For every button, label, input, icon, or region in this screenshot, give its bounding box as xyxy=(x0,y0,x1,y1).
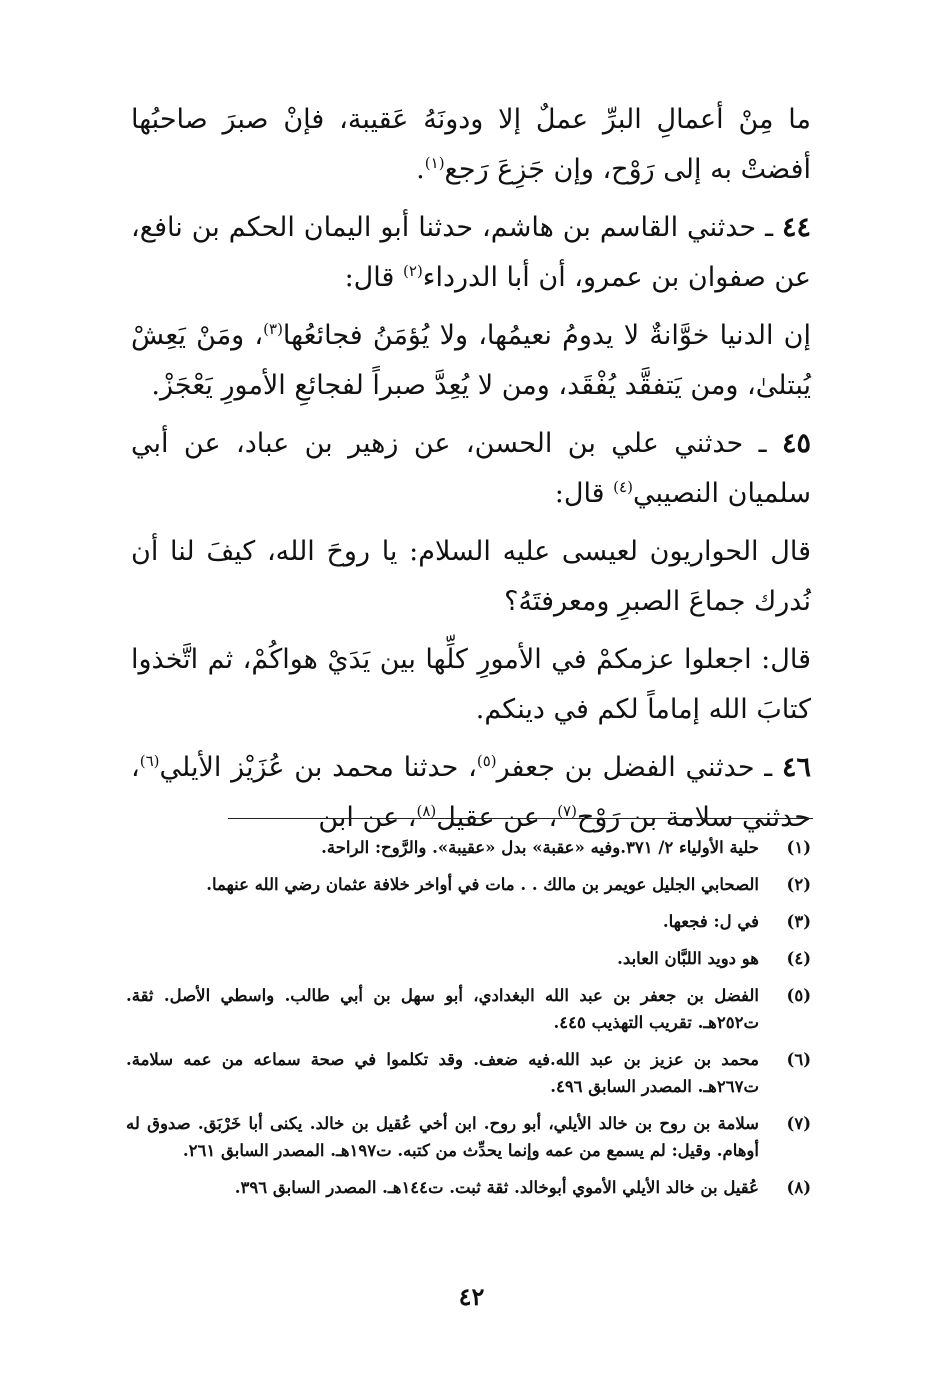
paragraph-tail: قال: xyxy=(554,478,614,509)
paragraph-tail: ، حدثنا محمد بن عُزَيْز الأيلي xyxy=(159,752,477,783)
footnote-ref: (٤) xyxy=(613,478,633,496)
footnote-divider xyxy=(228,818,813,819)
footnote-text: محمد بن عزيز بن عبد الله.فيه ضعف. وقد تكلموا في صحة سماعه من عمه سلامة. ت٢٦٧هـ. المصدر السابق ٤٩٦. xyxy=(126,1050,759,1096)
footnote xyxy=(126,908,811,935)
footnote-marker: (٦) xyxy=(786,1050,811,1069)
footnote xyxy=(126,871,811,898)
footnote xyxy=(126,1174,811,1201)
footnote-marker: (٢) xyxy=(786,875,811,894)
paragraph-text: قال: اجعلوا عزمكمْ في الأمورِ كلِّها بين يَدَيْ هواكُمْ، ثم اتَّخذوا كتابَ الله إماماً لكم في دينكم. xyxy=(131,644,811,725)
footnote-text: الصحابي الجليل عويمر بن مالك . . مات في أواخر خلافة عثمان رضي الله عنهما. xyxy=(206,875,759,894)
footnote-ref: (٨) xyxy=(416,802,437,820)
footnote-text: سلامة بن روح بن خالد الأيلي، أبو روح. ابن أخي عُقيل بن خالد. يكنى أبا خَرْبَق. صدوق له أوهام. وقيل: لم يسمع من عمه وإنما يحدِّث من كتبه. ت١٩٧هـ. المصدر السابق ٢٦١. xyxy=(126,1114,759,1160)
hadith-number: ٤٥ xyxy=(781,428,811,459)
paragraph-tail: ، حدثني سلامة بن رَوْح xyxy=(131,752,811,833)
footnote-text: هو دويد اللبَّان العابد. xyxy=(617,949,759,968)
paragraph-tail: ، ومَنْ يَعِشْ يُبتلىٰ، ومن يَتفقَّد يُفْقَد، ومن لا يُعِدَّ صبراً لفجائعِ الأمورِ يَعْجَزْ. xyxy=(131,320,811,401)
footnotes xyxy=(126,834,811,1211)
paragraph xyxy=(131,203,811,303)
hadith-number: ٤٦ xyxy=(781,752,811,783)
footnote-ref: (٦) xyxy=(139,752,160,770)
paragraph xyxy=(131,527,811,627)
footnote xyxy=(126,834,811,861)
paragraph xyxy=(131,311,811,411)
paragraph-tail: ، عن عقيل xyxy=(436,802,558,833)
paragraph-text: ـ حدثني القاسم بن هاشم، حدثنا أبو اليمان الحكم بن نافع، عن صفوان بن عمرو، أن أبا الدرداء xyxy=(131,212,811,293)
page-number: ٤٢ xyxy=(458,1282,485,1311)
paragraph xyxy=(131,635,811,735)
footnote-ref: (٧) xyxy=(557,802,577,820)
footnote-text: الفضل بن جعفر بن عبد الله البغدادي، أبو سهل بن أبي طالب. واسطي الأصل. ثقة. ت٢٥٢هـ. تقريب التهذيب ٤٤٥. xyxy=(126,986,759,1032)
paragraph-tail: ، عن ابن xyxy=(318,802,417,833)
paragraph xyxy=(131,419,811,519)
paragraph-tail: قال: xyxy=(344,262,404,293)
footnote-marker: (٥) xyxy=(786,986,811,1005)
footnote xyxy=(126,1110,811,1164)
paragraph-tail: . xyxy=(416,154,425,185)
footnote-marker: (١) xyxy=(786,838,811,857)
hadith-number: ٤٤ xyxy=(781,212,811,243)
footnote-marker: (٨) xyxy=(786,1178,811,1197)
paragraph-text: ـ حدثني علي بن الحسن، عن زهير بن عباد، عن أبي سلميان النصيبي xyxy=(131,428,811,509)
footnote xyxy=(126,945,811,972)
paragraph-text: إن الدنيا خوَّانةٌ لا يدومُ نعيمُها، ولا يُؤمَنُ فجائعُها xyxy=(282,320,811,351)
footnote xyxy=(126,982,811,1036)
paragraph xyxy=(131,95,811,195)
footnote-ref: (٥) xyxy=(476,752,497,770)
footnote-text: حلية الأولياء ٢/ ٣٧١.وفيه «عقبة» بدل «عقيبة». والرَّوح: الراحة. xyxy=(321,838,759,857)
paragraph-text: قال الحواريون لعيسى عليه السلام: يا روحَ الله، كيفَ لنا أن نُدرك جماعَ الصبرِ ومعرفتَهُ؟ xyxy=(131,536,811,617)
footnote xyxy=(126,1046,811,1100)
paragraph-text: ـ حدثني الفضل بن جعفر xyxy=(496,752,782,783)
footnote-marker: (٤) xyxy=(786,949,811,968)
footnote-ref: (١) xyxy=(424,154,445,172)
footnote-text: عُقيل بن خالد الأيلي الأموي أبوخالد. ثقة ثبت. ت١٤٤هـ. المصدر السابق ٣٩٦. xyxy=(234,1178,759,1197)
main-text xyxy=(131,95,811,851)
paragraph xyxy=(131,743,811,843)
footnote-ref: (٣) xyxy=(263,320,283,338)
footnote-marker: (٣) xyxy=(786,912,811,931)
footnote-marker: (٧) xyxy=(786,1114,811,1133)
footnote-ref: (٢) xyxy=(403,262,423,280)
paragraph-text: ما مِنْ أعمالِ البرِّ عملٌ إلا ودونَهُ عَقيبة، فإنْ صبرَ صاحبُها أفضتْ به إلى رَوْح، وإن جَزِعَ رَجع xyxy=(131,104,811,185)
footnote-text: في ل: فجعها. xyxy=(662,912,759,931)
